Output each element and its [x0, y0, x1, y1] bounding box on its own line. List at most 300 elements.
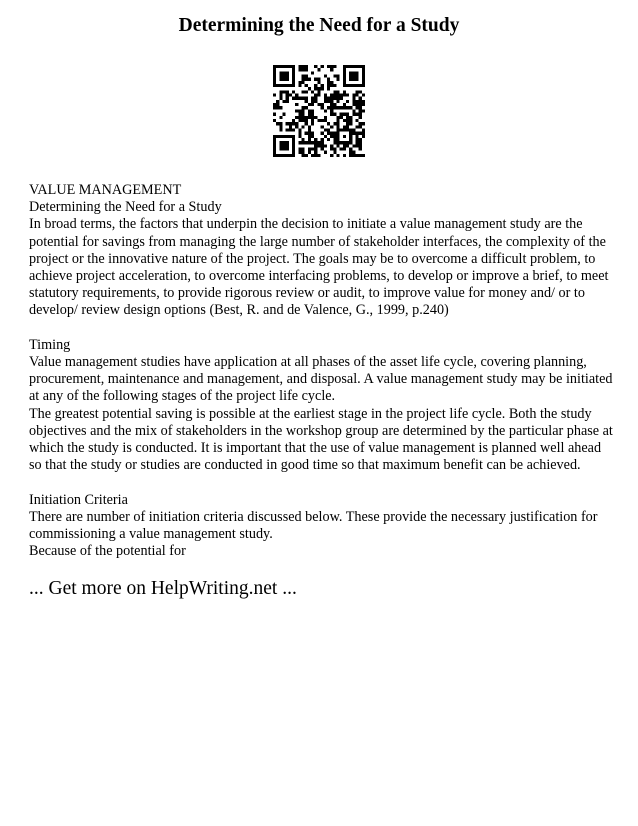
qr-module — [305, 97, 308, 100]
qr-module — [308, 87, 311, 90]
qr-module — [321, 65, 324, 68]
qr-module — [289, 135, 292, 138]
qr-module — [336, 138, 339, 141]
qr-module — [273, 103, 276, 106]
qr-module — [292, 84, 295, 87]
qr-module — [343, 154, 346, 157]
qr-module — [298, 147, 301, 150]
qr-module — [279, 94, 282, 97]
qr-module — [359, 144, 362, 147]
qr-module — [362, 135, 365, 138]
qr-module — [276, 65, 279, 68]
qr-module — [333, 135, 336, 138]
qr-module — [279, 128, 282, 131]
qr-module — [346, 116, 349, 119]
qr-module — [343, 75, 346, 78]
qr-module — [324, 128, 327, 131]
qr-module — [349, 116, 352, 119]
qr-module — [352, 65, 355, 68]
qr-module — [362, 132, 365, 135]
qr-module — [340, 97, 343, 100]
qr-module — [330, 68, 333, 71]
qr-module — [349, 135, 352, 138]
qr-module — [362, 65, 365, 68]
qr-module — [340, 113, 343, 116]
qr-module — [273, 65, 276, 68]
qr-module — [292, 141, 295, 144]
qr-module — [314, 144, 317, 147]
qr-module — [330, 94, 333, 97]
qr-module — [308, 116, 311, 119]
qr-module — [305, 132, 308, 135]
qr-module — [273, 78, 276, 81]
qr-module — [279, 116, 282, 119]
qr-module — [333, 97, 336, 100]
qr-module — [355, 65, 358, 68]
qr-module — [336, 128, 339, 131]
qr-module — [298, 113, 301, 116]
qr-module — [346, 84, 349, 87]
qr-module — [346, 65, 349, 68]
qr-module — [292, 138, 295, 141]
qr-module — [283, 100, 286, 103]
qr-module — [283, 78, 286, 81]
qr-module — [311, 135, 314, 138]
qr-module — [289, 122, 292, 125]
qr-module — [343, 125, 346, 128]
qr-module — [295, 109, 298, 112]
qr-module — [283, 84, 286, 87]
qr-module — [346, 100, 349, 103]
qr-module — [330, 84, 333, 87]
qr-module — [283, 154, 286, 157]
qr-module — [283, 71, 286, 74]
qr-module — [276, 103, 279, 106]
qr-module — [298, 65, 301, 68]
qr-module — [276, 84, 279, 87]
qr-module — [279, 135, 282, 138]
qr-module — [336, 135, 339, 138]
qr-module — [289, 94, 292, 97]
qr-module — [286, 78, 289, 81]
qr-module — [302, 90, 305, 93]
qr-module — [321, 103, 324, 106]
qr-module — [343, 90, 346, 93]
qr-module — [279, 106, 282, 109]
qr-module — [279, 125, 282, 128]
qr-module — [286, 141, 289, 144]
qr-module — [336, 90, 339, 93]
qr-module — [302, 116, 305, 119]
qr-module — [349, 65, 352, 68]
qr-module — [305, 90, 308, 93]
qr-module — [308, 128, 311, 131]
qr-module — [289, 125, 292, 128]
qr-module — [346, 141, 349, 144]
qr-module — [362, 100, 365, 103]
qr-module — [359, 147, 362, 150]
qr-module — [289, 128, 292, 131]
qr-module — [355, 154, 358, 157]
qr-module — [359, 109, 362, 112]
qr-module — [305, 119, 308, 122]
qr-module — [276, 135, 279, 138]
intro-paragraph: In broad terms, the factors that underpin the decision to initiate a value management study are the potential for savings from managing the large number of stakeholder interfaces, the complexity of the project or the innovative nature of the project. The goals may be to overcome a difficult problem, to achieve project acceleration, to overcome interfacing problems, to develop or improve a brief, to meet statutory requirements, to provide rigorous review or audit, to improve value for money and/ or to develop/ review design options (Best, R. and de Valence, G., 1999, p.240) — [29, 216, 609, 319]
qr-module — [352, 103, 355, 106]
qr-module — [305, 141, 308, 144]
qr-module — [336, 97, 339, 100]
qr-module — [308, 78, 311, 81]
qr-module — [314, 138, 317, 141]
qr-module — [273, 151, 276, 154]
qr-module — [324, 135, 327, 138]
qr-module — [283, 147, 286, 150]
qr-module — [324, 144, 327, 147]
qr-module — [286, 144, 289, 147]
qr-module — [321, 106, 324, 109]
qr-module — [333, 94, 336, 97]
qr-module — [349, 138, 352, 141]
qr-module — [327, 106, 330, 109]
qr-module — [324, 119, 327, 122]
qr-module — [355, 135, 358, 138]
qr-module — [333, 65, 336, 68]
qr-module — [321, 141, 324, 144]
qr-module — [302, 147, 305, 150]
qr-module — [346, 94, 349, 97]
qr-module — [305, 100, 308, 103]
qr-module — [305, 65, 308, 68]
document-body — [29, 182, 613, 560]
qr-module — [286, 65, 289, 68]
qr-module — [308, 135, 311, 138]
qr-module — [302, 106, 305, 109]
qr-module — [298, 68, 301, 71]
qr-module — [286, 122, 289, 125]
qr-module — [343, 106, 346, 109]
qr-module — [292, 78, 295, 81]
qr-module — [286, 97, 289, 100]
qr-module — [298, 109, 301, 112]
qr-module — [330, 97, 333, 100]
qr-module — [298, 84, 301, 87]
qr-module — [311, 147, 314, 150]
qr-module — [349, 151, 352, 154]
qr-module — [314, 147, 317, 150]
qr-module — [292, 119, 295, 122]
qr-module — [292, 151, 295, 154]
initiation-heading: Initiation Criteria — [29, 491, 128, 508]
qr-module — [359, 141, 362, 144]
timing-paragraph: Value management studies have application at all phases of the asset life cycle, covering planning, procurement, maintenance and management, and disposal. A value management study may be initiated at any of the following stages of the project life cycle. — [29, 354, 613, 405]
qr-module — [324, 109, 327, 112]
qr-module — [273, 147, 276, 150]
qr-module — [302, 154, 305, 157]
qr-module — [343, 128, 346, 131]
qr-module — [333, 132, 336, 135]
qr-module — [314, 141, 317, 144]
qr-module — [276, 154, 279, 157]
qr-module — [362, 71, 365, 74]
qr-module — [302, 65, 305, 68]
qr-module — [352, 84, 355, 87]
qr-module — [276, 122, 279, 125]
qr-module — [308, 103, 311, 106]
qr-module — [298, 128, 301, 131]
paragraph-gap — [29, 474, 613, 491]
qr-module — [324, 116, 327, 119]
qr-module — [352, 94, 355, 97]
timing-heading: Timing — [29, 336, 71, 353]
qr-module — [327, 122, 330, 125]
qr-module — [273, 81, 276, 84]
qr-module — [336, 106, 339, 109]
qr-module — [330, 100, 333, 103]
qr-module — [359, 154, 362, 157]
qr-module — [276, 106, 279, 109]
qr-module — [298, 151, 301, 154]
qr-module — [346, 144, 349, 147]
qr-module — [295, 97, 298, 100]
qr-module — [336, 125, 339, 128]
qr-module — [286, 71, 289, 74]
qr-module — [359, 138, 362, 141]
qr-module — [362, 128, 365, 131]
qr-module — [286, 147, 289, 150]
qr-module — [283, 65, 286, 68]
qr-module — [330, 65, 333, 68]
qr-module — [355, 141, 358, 144]
qr-module — [295, 125, 298, 128]
qr-module — [352, 78, 355, 81]
qr-module — [286, 154, 289, 157]
qr-module — [302, 97, 305, 100]
qr-module — [355, 100, 358, 103]
qr-module — [333, 75, 336, 78]
qr-module — [343, 113, 346, 116]
qr-module — [273, 94, 276, 97]
qr-module — [317, 78, 320, 81]
qr-module — [327, 87, 330, 90]
qr-module — [292, 90, 295, 93]
qr-module — [336, 144, 339, 147]
qr-module — [279, 154, 282, 157]
qr-module — [343, 141, 346, 144]
qr-module — [292, 144, 295, 147]
qr-module — [273, 119, 276, 122]
qr-module — [336, 94, 339, 97]
qr-module — [343, 144, 346, 147]
qr-module — [302, 81, 305, 84]
qr-module — [305, 122, 308, 125]
qr-module — [359, 84, 362, 87]
qr-module — [273, 68, 276, 71]
qr-module — [327, 84, 330, 87]
qr-module — [311, 154, 314, 157]
qr-module — [359, 113, 362, 116]
qr-module — [343, 68, 346, 71]
qr-module — [311, 113, 314, 116]
qr-module — [283, 135, 286, 138]
qr-module — [286, 94, 289, 97]
qr-module — [362, 103, 365, 106]
qr-module — [311, 141, 314, 144]
qr-module — [314, 97, 317, 100]
qr-module — [327, 138, 330, 141]
qr-module — [314, 151, 317, 154]
qr-module — [321, 84, 324, 87]
qr-module — [340, 94, 343, 97]
qr-module — [327, 132, 330, 135]
qr-module — [302, 109, 305, 112]
qr-module — [330, 147, 333, 150]
qr-module — [355, 90, 358, 93]
qr-module — [308, 125, 311, 128]
qr-module — [359, 100, 362, 103]
section-heading: VALUE MANAGEMENT — [29, 182, 182, 198]
qr-module — [292, 154, 295, 157]
qr-module — [311, 122, 314, 125]
qr-module — [349, 78, 352, 81]
qr-module — [362, 94, 365, 97]
qr-module — [308, 138, 311, 141]
qr-module — [279, 144, 282, 147]
qr-module — [314, 78, 317, 81]
qr-module — [289, 84, 292, 87]
qr-module — [311, 71, 314, 74]
qr-module — [352, 100, 355, 103]
qr-module — [286, 90, 289, 93]
qr-module — [324, 75, 327, 78]
qr-module — [317, 144, 320, 147]
qr-module — [327, 97, 330, 100]
qr-module — [292, 68, 295, 71]
qr-module — [317, 94, 320, 97]
qr-module — [273, 154, 276, 157]
qr-module — [333, 106, 336, 109]
qr-module — [286, 128, 289, 131]
qr-module — [308, 109, 311, 112]
qr-module — [311, 97, 314, 100]
qr-module — [349, 141, 352, 144]
qr-module — [346, 128, 349, 131]
qr-module — [308, 151, 311, 154]
qr-module — [305, 75, 308, 78]
qr-module — [279, 141, 282, 144]
qr-module — [333, 113, 336, 116]
qr-module — [317, 87, 320, 90]
qr-module — [302, 78, 305, 81]
qr-module — [305, 78, 308, 81]
qr-module — [321, 119, 324, 122]
qr-module — [355, 78, 358, 81]
qr-module — [311, 90, 314, 93]
qr-module — [295, 103, 298, 106]
qr-module — [343, 78, 346, 81]
qr-module — [343, 147, 346, 150]
qr-module — [330, 144, 333, 147]
qr-module — [273, 144, 276, 147]
qr-module — [346, 106, 349, 109]
qr-module — [346, 125, 349, 128]
qr-module — [314, 100, 317, 103]
qr-module — [302, 75, 305, 78]
qr-module — [355, 119, 358, 122]
qr-module — [286, 75, 289, 78]
qr-module — [336, 75, 339, 78]
qr-module — [302, 68, 305, 71]
qr-module — [283, 90, 286, 93]
qr-module — [302, 151, 305, 154]
qr-module — [330, 154, 333, 157]
qr-module — [292, 128, 295, 131]
qr-module — [330, 81, 333, 84]
qr-code-icon — [273, 65, 365, 157]
qr-module — [321, 144, 324, 147]
qr-module — [292, 81, 295, 84]
qr-module — [336, 78, 339, 81]
qr-module — [311, 116, 314, 119]
qr-module — [295, 122, 298, 125]
qr-module — [324, 97, 327, 100]
qr-module — [355, 138, 358, 141]
initiation-paragraph: There are number of initiation criteria discussed below. These provide the necessary justification for commissioning a value management study. — [29, 508, 598, 543]
qr-module — [346, 113, 349, 116]
qr-module — [336, 141, 339, 144]
qr-module — [292, 97, 295, 100]
qr-module — [292, 122, 295, 125]
qr-module — [324, 94, 327, 97]
qr-module — [317, 119, 320, 122]
qr-module — [343, 103, 346, 106]
qr-module — [276, 100, 279, 103]
qr-module — [355, 71, 358, 74]
qr-module — [362, 122, 365, 125]
qr-module — [330, 103, 333, 106]
qr-module — [317, 81, 320, 84]
qr-module — [362, 78, 365, 81]
qr-module — [352, 132, 355, 135]
qr-module — [302, 113, 305, 116]
qr-module — [340, 128, 343, 131]
qr-module — [292, 135, 295, 138]
qr-module — [333, 138, 336, 141]
truncated-line: Because of the potential for — [29, 543, 186, 560]
qr-module — [355, 94, 358, 97]
qr-module — [333, 147, 336, 150]
qr-module — [298, 135, 301, 138]
qr-module — [359, 65, 362, 68]
qr-module — [317, 68, 320, 71]
qr-module — [359, 122, 362, 125]
qr-module — [327, 65, 330, 68]
qr-module — [349, 119, 352, 122]
qr-module — [343, 119, 346, 122]
qr-module — [279, 122, 282, 125]
qr-module — [273, 71, 276, 74]
qr-module — [279, 71, 282, 74]
qr-module — [279, 147, 282, 150]
qr-module — [330, 125, 333, 128]
get-more-link[interactable]: ... Get more on HelpWriting.net ... — [29, 578, 297, 599]
qr-module — [349, 75, 352, 78]
qr-module — [352, 144, 355, 147]
qr-module — [305, 106, 308, 109]
qr-module — [317, 103, 320, 106]
qr-module — [311, 103, 314, 106]
qr-module — [327, 128, 330, 131]
qr-module — [298, 81, 301, 84]
